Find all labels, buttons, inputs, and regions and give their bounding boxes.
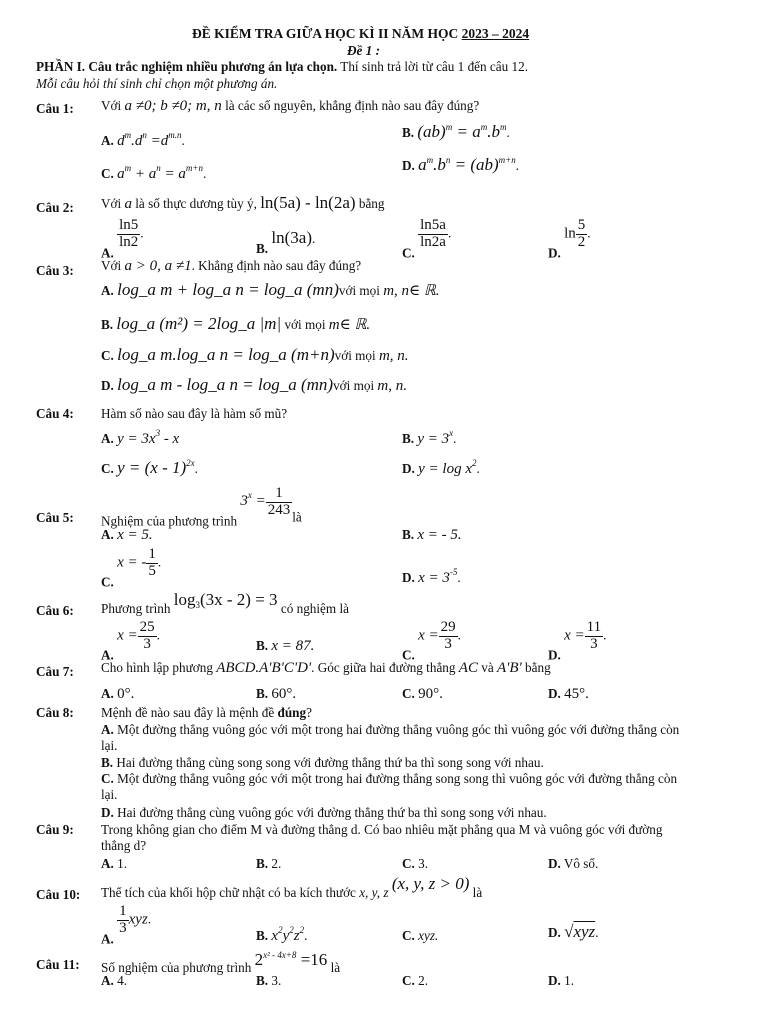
q3-option-a[interactable]: A. log_a m + log_a n = log_a (mn)với mọi m, n∈ ℝ. (101, 280, 440, 299)
question-1-stem: Với a ≠0; b ≠0; m, n là các số nguyên, khẳng định nào sau đây đúng? (101, 98, 480, 114)
q5-option-d[interactable]: D. $x = 3^{-5}$. (402, 567, 461, 586)
q4-option-a[interactable]: A. $y = 3x^3 - x$ (101, 428, 180, 447)
q7-option-b[interactable]: B. 60°. (256, 686, 297, 702)
question-4-stem: Hàm số nào sau đây là hàm số mũ? (101, 406, 288, 421)
question-11: Câu 11: (36, 957, 80, 972)
q2-option-b[interactable]: B. ln(3a). (256, 228, 316, 256)
question-10: Câu 10: (36, 887, 81, 902)
q6-option-a[interactable]: A. x = $\frac{25}{3}$ . (101, 619, 160, 663)
question-5-stem: Nghiệm của phương trình $3^x$ = $\frac{1}{243}$ là (101, 485, 302, 529)
question-2-stem: Với a là số thực dương tùy ý, ln(5a) - ln(2a) bằng (101, 193, 385, 212)
question-7: Câu 7: (36, 664, 74, 679)
question-8: Câu 8: (36, 705, 74, 720)
q6-option-b[interactable]: B. x = 87. (256, 638, 315, 654)
question-1: Câu 1: (36, 101, 74, 116)
q11-option-b[interactable]: B. 3. (256, 973, 282, 988)
q1-option-b[interactable]: B. $(ab)^m = a^m.b^m$. (402, 122, 510, 141)
question-2: Câu 2: (36, 200, 74, 215)
q5-option-a[interactable]: A. x = 5. (101, 527, 153, 543)
q9-option-a[interactable]: A. 1. (101, 856, 128, 871)
part-note: Mỗi câu hỏi thí sinh chỉ chọn một phương án. (36, 76, 278, 91)
question-7-stem: Cho hình lập phương ABCD.A'B'C'D'. Góc giữa hai đường thẳng AC và A'B' bằng (101, 660, 551, 676)
question-11-stem: Số nghiệm của phương trình $2^{x^2 - 4x+8} =16$ là (101, 950, 341, 975)
question-6: Câu 6: (36, 603, 74, 618)
q4-option-c[interactable]: C. y = (x - 1)$^{2x}$. (101, 458, 198, 477)
q11-option-d[interactable]: D. 1. (548, 973, 575, 988)
question-8-stem: Mệnh đề nào sau đây là mệnh đề đúng? (101, 705, 312, 720)
exam-title: ĐỀ KIỂM TRA GIỮA HỌC KÌ II NĂM HỌC 2023 – 2024 (192, 26, 530, 41)
q3-option-b[interactable]: B. log_a (m²) = 2log_a |m| với mọi m∈ ℝ. (101, 314, 371, 333)
part-heading: PHẦN I. Câu trắc nghiệm nhiều phương án lựa chọn. Thí sinh trả lời từ câu 1 đến câu 12. (36, 59, 528, 74)
q5-option-b[interactable]: B. x = - 5. (402, 527, 462, 543)
q7-option-d[interactable]: D. 45°. (548, 686, 589, 702)
q7-option-a[interactable]: A. 0°. (101, 686, 135, 702)
q7-option-c[interactable]: C. 90°. (402, 686, 443, 702)
q2-option-a[interactable]: A. $\frac{\ln 5}{\ln 2}$ . (101, 217, 144, 261)
q8-option-d[interactable]: D. Hai đường thẳng cùng vuông góc với đường thẳng thứ ba thì song song với nhau. (101, 805, 547, 820)
q9-option-b[interactable]: B. 2. (256, 856, 282, 871)
question-9: Câu 9: (36, 822, 74, 837)
q3-option-c[interactable]: C. log_a m.log_a n = log_a (m+n)với mọi m, n. (101, 345, 409, 364)
q10-option-a[interactable]: A. $\frac{1}{3}$ xyz. (101, 903, 152, 947)
question-4: Câu 4: (36, 406, 74, 421)
q2-option-d[interactable]: D. ln $\frac{5}{2}$ . (548, 217, 591, 261)
q4-option-b[interactable]: B. $y = 3^x$. (402, 428, 457, 447)
question-6-stem: Phương trình $\log_3(3x - 2) = 3$ có nghiệm là (101, 590, 349, 616)
q8-option-c[interactable]: C. Một đường thẳng vuông góc với một trong hai đường thẳng song song thì vuông góc với đường thẳng còn lại. (101, 771, 678, 802)
q9-option-c[interactable]: C. 3. (402, 856, 429, 871)
question-9-stem: Trong không gian cho điểm M và đường thẳng d. Có bao nhiêu mặt phẳng qua M và vuông góc với đường thẳng d? (101, 822, 663, 853)
question-3-stem: Với a > 0, a ≠1. Khẳng định nào sau đây đúng? (101, 258, 362, 274)
q8-option-b[interactable]: B. Hai đường thẳng cùng song song với đường thẳng thứ ba thì song song với nhau. (101, 755, 544, 770)
q1-option-d[interactable]: D. $a^m.b^n = (ab)^{m+n}$. (402, 155, 520, 174)
question-10-stem: Thể tích của khối hộp chữ nhật có ba kích thước x, y, z (x, y, z > 0) là (101, 874, 483, 900)
q9-option-d[interactable]: D. Vô số. (548, 856, 599, 871)
q3-option-d[interactable]: D. log_a m - log_a n = log_a (mn)với mọi m, n. (101, 375, 407, 394)
q10-option-d[interactable]: D. √xyz. (548, 922, 599, 941)
q1-option-a[interactable]: A. $d^m.d^n =d^{m.n}$. (101, 130, 185, 149)
q5-option-c[interactable]: C. x = - $\frac{1}{5}$ . (101, 546, 162, 590)
q11-option-c[interactable]: C. 2. (402, 973, 429, 988)
q10-option-c[interactable]: C. xyz. (402, 928, 439, 943)
q11-option-a[interactable]: A. 4. (101, 973, 128, 988)
q8-option-a[interactable]: A. Một đường thẳng vuông góc với một trong hai đường thẳng vuông góc thì vuông góc với đường thẳng còn lại. (101, 722, 680, 753)
exam-subtitle: Đề 1 : (347, 43, 380, 58)
question-3: Câu 3: (36, 263, 74, 278)
q1-option-c[interactable]: C. $a^m + a^n = a^{m+n}$. (101, 163, 207, 182)
q4-option-d[interactable]: D. $y = \log x^2$. (402, 458, 480, 477)
q6-option-c[interactable]: C. x = $\frac{29}{3}$ . (402, 619, 461, 663)
q2-option-c[interactable]: C. $\frac{\ln 5a}{\ln 2a}$ . (402, 217, 452, 261)
q6-option-d[interactable]: D. x = $\frac{11}{3}$ . (548, 619, 607, 663)
question-5: Câu 5: (36, 510, 74, 525)
q10-option-b[interactable]: B. $x^2y^2z^2$. (256, 925, 308, 944)
